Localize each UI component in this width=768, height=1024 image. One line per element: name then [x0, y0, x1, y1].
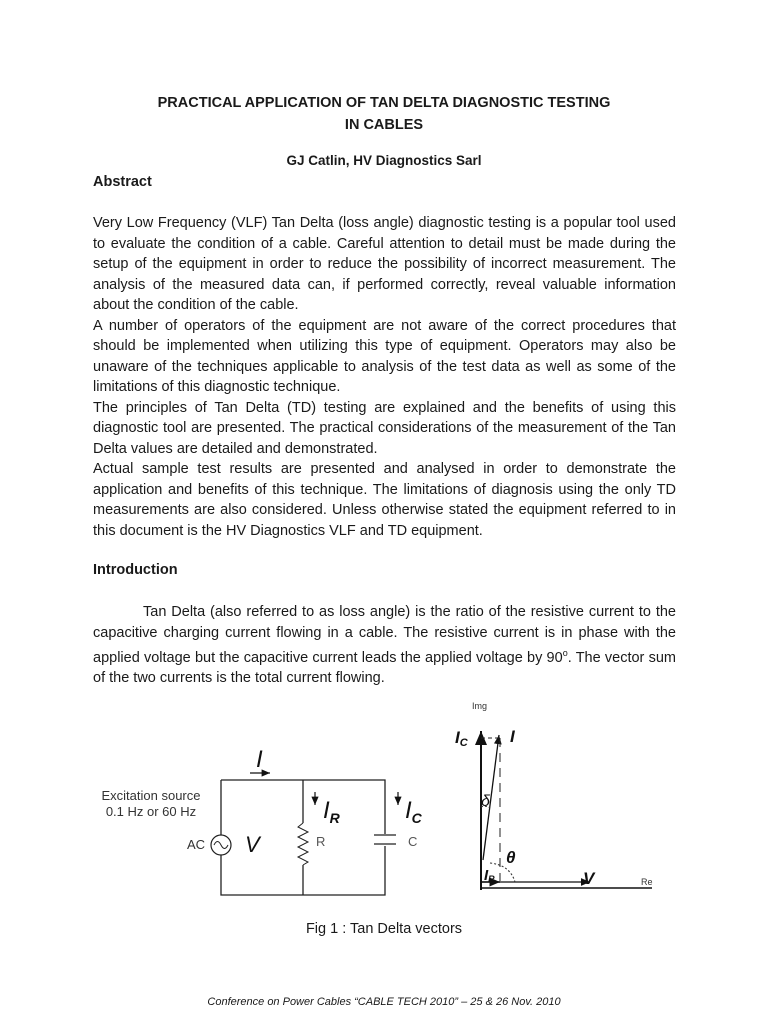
- tan-delta-figure: [0, 695, 768, 915]
- resistor-label: R: [316, 834, 326, 849]
- title-line-2: IN CABLES: [344, 117, 424, 133]
- abstract-paragraph: A number of operators of the equipment are not aware of the correct procedures that should be implemented when utilizing this type of equipment. Operators may also be unaware of the techniques applicable to analysis of the test data as well as some of the limitations of this diagnostic technique.: [93, 317, 676, 395]
- excitation-source-label: Excitation source: [101, 788, 201, 803]
- vector-ic-label: [455, 728, 469, 749]
- page-footer: Conference on Power Cables “CABLE TECH 2010” – 25 & 26 Nov. 2010: [207, 996, 561, 1008]
- vector-ir-subscript: R: [488, 874, 495, 884]
- ir-main: I: [323, 797, 330, 824]
- abstract-paragraph: Very Low Frequency (VLF) Tan Delta (loss angle) diagnostic testing is a popular tool used to evaluate the condition of a cable. Careful attention to detail must be made during the setup of the equipment in order to reduce the possibility of incorrect measurement. The analysis of the measured data can, if performed correctly, reveal valuable information about the condition of the cable.: [93, 215, 676, 313]
- voltage-symbol: V: [245, 832, 260, 857]
- delta-symbol: δ: [481, 793, 490, 810]
- circuit-diagram: [102, 746, 423, 895]
- ic-main: I: [405, 797, 412, 824]
- capacitor-label: C: [408, 834, 418, 849]
- introduction-body: [93, 602, 676, 689]
- degree-superscript: o: [562, 648, 568, 658]
- abstract-heading: Abstract: [93, 174, 152, 190]
- theta-symbol: θ: [506, 848, 516, 867]
- introduction-heading: Introduction: [93, 562, 178, 578]
- abstract-body: [93, 213, 676, 541]
- paper-title: [0, 92, 768, 136]
- re-axis-label: Re: [641, 877, 653, 887]
- vector-voltage-label: V: [583, 869, 595, 888]
- figure-caption: Fig 1 : Tan Delta vectors: [305, 921, 463, 937]
- ic-label: [405, 797, 423, 826]
- ir-subscript: R: [329, 810, 340, 826]
- phasor-diagram: [455, 701, 653, 890]
- vector-ir-label: [484, 867, 495, 884]
- ac-label: AC: [187, 837, 206, 852]
- vector-total-current-label: I: [510, 727, 515, 746]
- current-symbol: I: [256, 746, 263, 773]
- author-line: GJ Catlin, HV Diagnostics Sarl: [286, 153, 482, 168]
- excitation-frequency-label: 0.1 Hz or 60 Hz: [105, 804, 197, 819]
- ic-subscript: C: [411, 810, 422, 826]
- vector-ir-main: I: [484, 867, 489, 884]
- ir-label: [323, 797, 341, 826]
- intro-text-part-2: . The vector sum of the two currents is the total current flowing.: [93, 649, 677, 687]
- vector-ic-subscript: C: [459, 737, 468, 749]
- title-line-1: PRACTICAL APPLICATION OF TAN DELTA DIAGNOSTIC TESTING: [157, 95, 611, 111]
- introduction-paragraph: [93, 602, 676, 689]
- img-axis-label: Img: [472, 701, 488, 711]
- intro-text-part-1: Tan Delta (also referred to as loss angle) is the ratio of the resistive current to the capacitive charging current flowing in a cable. The resistive current is in phase with the applied voltage but the capacitive current leads the applied voltage by 90: [93, 604, 676, 666]
- abstract-paragraph: The principles of Tan Delta (TD) testing are explained and the benefits of using this diagnostic tool are presented. The practical considerations of the measurement of the Tan Delta values are detailed and demonstrated.: [93, 399, 676, 457]
- abstract-paragraph: Actual sample test results are presented and analysed in order to demonstrate the application and benefits of this technique. The limitations of diagnosis using the only TD measurements are also considered. Unless otherwise stated the equipment referred to in this document is the HV Diagnostics VLF and TD equipment.: [93, 461, 676, 539]
- vector-ic-main: I: [455, 728, 460, 747]
